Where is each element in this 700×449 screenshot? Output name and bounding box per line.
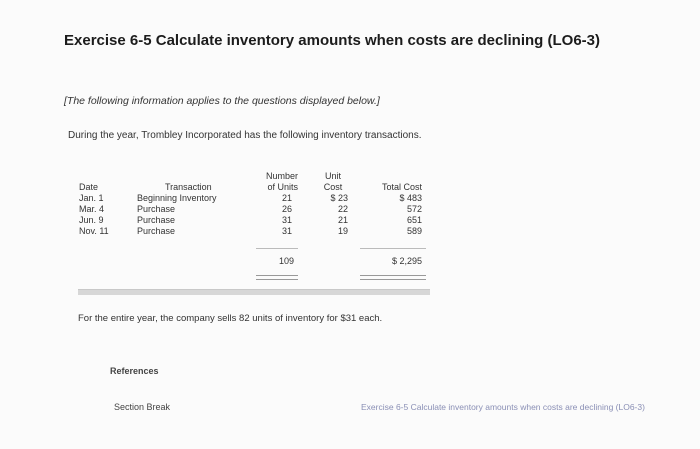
row-date: Nov. 11	[79, 226, 109, 236]
row-date: Jan. 1	[79, 193, 104, 203]
cost-subtotal-line	[360, 248, 426, 249]
references-button[interactable]: References	[110, 366, 159, 376]
reference-link[interactable]: Exercise 6-5 Calculate inventory amounts when costs are declining (LO6-3)	[361, 402, 645, 412]
section-break-label: Section Break	[114, 402, 171, 412]
row-total-cost: 572	[406, 204, 422, 214]
header-cost-line2: Cost	[323, 182, 343, 192]
total-cost-column	[370, 182, 422, 237]
row-date: Jun. 9	[79, 215, 104, 225]
units-column	[256, 171, 298, 237]
row-transaction: Purchase	[137, 215, 176, 225]
row-unit-cost: 21	[337, 215, 348, 225]
row-transaction: Purchase	[137, 226, 176, 236]
header-total-cost: Total Cost	[381, 182, 422, 192]
row-units: 21	[281, 193, 292, 203]
header-cost-line1: Unit	[324, 171, 341, 181]
transaction-column	[137, 182, 217, 237]
header-date: Date	[79, 182, 99, 192]
exercise-title: Exercise 6-5 Calculate inventory amounts when costs are declining (LO6-3)	[64, 32, 601, 49]
row-units: 26	[281, 204, 292, 214]
header-transaction: Transaction	[165, 182, 212, 192]
instruction-note: [The following information applies to the questions displayed below.]	[64, 95, 380, 107]
row-units: 31	[281, 215, 292, 225]
units-double-underline	[256, 275, 298, 280]
total-cost-sum: $ 2,295	[391, 256, 422, 266]
header-units-line1: Number	[265, 171, 298, 181]
row-total-cost: 589	[406, 226, 422, 236]
intro-text: During the year, Trombley Incorporated has the following inventory transactions.	[68, 130, 422, 141]
table-separator	[78, 289, 430, 295]
row-unit-cost: 22	[337, 204, 348, 214]
row-units: 31	[281, 226, 292, 236]
unit-cost-column	[318, 171, 348, 237]
total-units: 109	[278, 256, 294, 266]
cost-double-underline	[360, 275, 426, 280]
row-transaction: Beginning Inventory	[137, 193, 217, 203]
row-transaction: Purchase	[137, 204, 176, 214]
row-total-cost: $ 483	[399, 193, 422, 203]
row-date: Mar. 4	[79, 204, 105, 214]
row-total-cost: 651	[406, 215, 422, 225]
date-column	[79, 182, 109, 237]
sales-info: For the entire year, the company sells 82 units of inventory for $31 each.	[78, 313, 383, 324]
units-subtotal-line	[256, 248, 298, 249]
row-unit-cost: 19	[337, 226, 348, 236]
header-units-line2: of Units	[267, 182, 298, 192]
row-unit-cost: $ 23	[330, 193, 348, 203]
